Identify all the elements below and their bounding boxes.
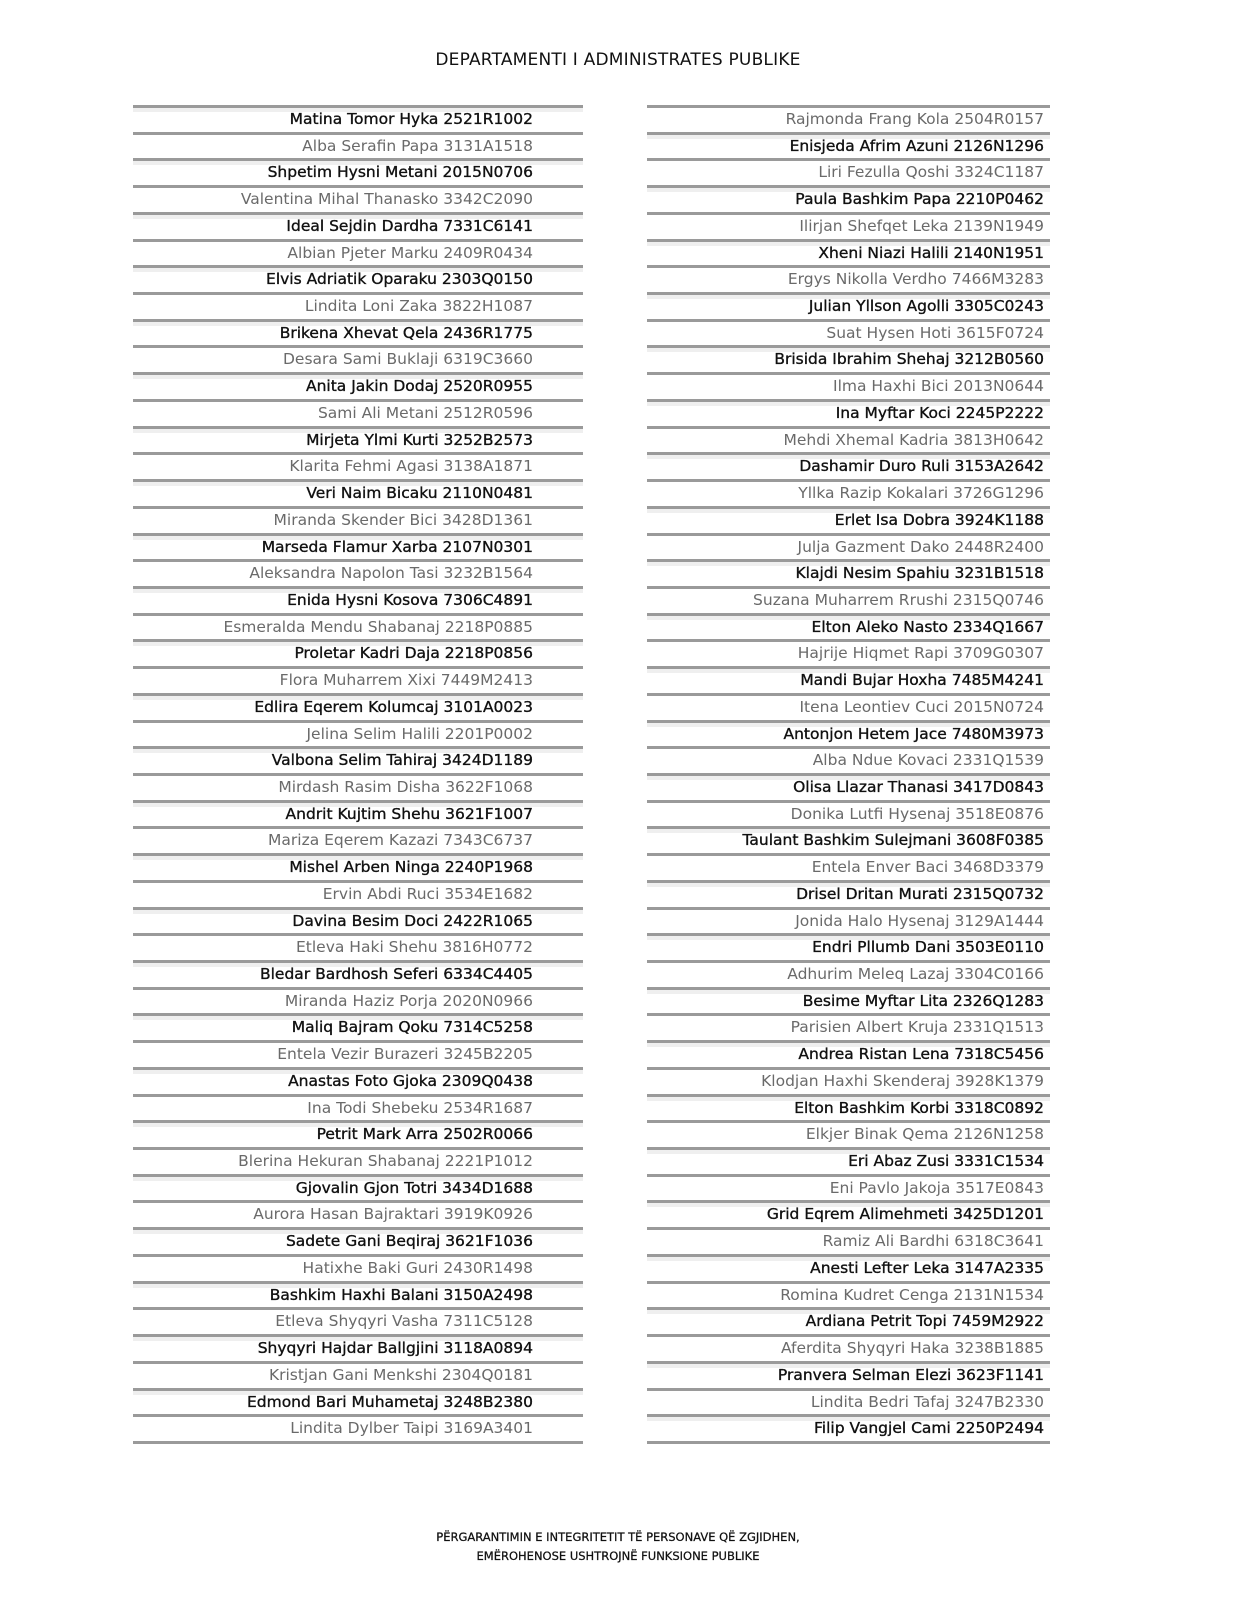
- list-item: Anesti Lefter Leka 3147A2335: [647, 1254, 1050, 1281]
- list-item: Bledar Bardhosh Seferi 6334C4405: [133, 960, 583, 987]
- list-item: Marseda Flamur Xarba 2107N0301: [133, 533, 583, 560]
- list-item: Hatixhe Baki Guri 2430R1498: [133, 1254, 583, 1281]
- list-item: Taulant Bashkim Sulejmani 3608F0385: [647, 826, 1050, 853]
- right-name-column: [647, 105, 1050, 1444]
- list-item: Andrea Ristan Lena 7318C5456: [647, 1040, 1050, 1067]
- list-item: Ilirjan Shefqet Leka 2139N1949: [647, 212, 1050, 239]
- list-item: Brisida Ibrahim Shehaj 3212B0560: [647, 345, 1050, 372]
- list-item: Entela Vezir Burazeri 3245B2205: [133, 1040, 583, 1067]
- list-item: Elvis Adriatik Oparaku 2303Q0150: [133, 265, 583, 292]
- list-item: Ina Todi Shebeku 2534R1687: [133, 1094, 583, 1121]
- list-item: Lindita Loni Zaka 3822H1087: [133, 292, 583, 319]
- list-item: Davina Besim Doci 2422R1065: [133, 907, 583, 934]
- list-item: Liri Fezulla Qoshi 3324C1187: [647, 158, 1050, 185]
- list-item: Edmond Bari Muhametaj 3248B2380: [133, 1388, 583, 1415]
- list-item: Erlet Isa Dobra 3924K1188: [647, 506, 1050, 533]
- list-item: Klarita Fehmi Agasi 3138A1871: [133, 452, 583, 479]
- list-item: Adhurim Meleq Lazaj 3304C0166: [647, 960, 1050, 987]
- list-item: Mishel Arben Ninga 2240P1968: [133, 853, 583, 880]
- list-item: Suzana Muharrem Rrushi 2315Q0746: [647, 586, 1050, 613]
- list-item: Eni Pavlo Jakoja 3517E0843: [647, 1174, 1050, 1201]
- list-item: Shpetim Hysni Metani 2015N0706: [133, 158, 583, 185]
- list-item: Albian Pjeter Marku 2409R0434: [133, 239, 583, 266]
- list-item: Yllka Razip Kokalari 3726G1296: [647, 479, 1050, 506]
- list-item: Ina Myftar Koci 2245P2222: [647, 399, 1050, 426]
- left-name-column: [133, 105, 583, 1444]
- list-item: Elton Bashkim Korbi 3318C0892: [647, 1094, 1050, 1121]
- list-item: Anita Jakin Dodaj 2520R0955: [133, 372, 583, 399]
- list-item: Matina Tomor Hyka 2521R1002: [133, 105, 583, 132]
- list-item: Jonida Halo Hysenaj 3129A1444: [647, 907, 1050, 934]
- list-item: Brikena Xhevat Qela 2436R1775: [133, 319, 583, 346]
- list-item: Grid Eqrem Alimehmeti 3425D1201: [647, 1200, 1050, 1227]
- list-item: Etleva Shyqyri Vasha 7311C5128: [133, 1307, 583, 1334]
- list-item: Edlira Eqerem Kolumcaj 3101A0023: [133, 693, 583, 720]
- list-item: Ramiz Ali Bardhi 6318C3641: [647, 1227, 1050, 1254]
- list-item: Sadete Gani Beqiraj 3621F1036: [133, 1227, 583, 1254]
- list-item: Entela Enver Baci 3468D3379: [647, 853, 1050, 880]
- page-title: DEPARTAMENTI I ADMINISTRATES PUBLIKE: [435, 50, 801, 70]
- column-bottom-rule: [133, 1441, 583, 1444]
- list-item: Donika Lutfi Hysenaj 3518E0876: [647, 800, 1050, 827]
- list-item: Jelina Selim Halili 2201P0002: [133, 720, 583, 747]
- list-item: Aurora Hasan Bajraktari 3919K0926: [133, 1200, 583, 1227]
- list-item: Parisien Albert Kruja 2331Q1513: [647, 1013, 1050, 1040]
- list-item: Pranvera Selman Elezi 3623F1141: [647, 1361, 1050, 1388]
- list-item: Antonjon Hetem Jace 7480M3973: [647, 720, 1050, 747]
- list-item: Julian Yllson Agolli 3305C0243: [647, 292, 1050, 319]
- list-item: Blerina Hekuran Shabanaj 2221P1012: [133, 1147, 583, 1174]
- list-item: Julja Gazment Dako 2448R2400: [647, 533, 1050, 560]
- list-item: Olisa Llazar Thanasi 3417D0843: [647, 773, 1050, 800]
- list-item: Alba Ndue Kovaci 2331Q1539: [647, 746, 1050, 773]
- list-item: Miranda Haziz Porja 2020N0966: [133, 987, 583, 1014]
- list-item: Elton Aleko Nasto 2334Q1667: [647, 613, 1050, 640]
- list-item: Enida Hysni Kosova 7306C4891: [133, 586, 583, 613]
- list-item: Valentina Mihal Thanasko 3342C2090: [133, 185, 583, 212]
- list-item: Drisel Dritan Murati 2315Q0732: [647, 880, 1050, 907]
- list-item: Endri Pllumb Dani 3503E0110: [647, 933, 1050, 960]
- list-item: Mariza Eqerem Kazazi 7343C6737: [133, 826, 583, 853]
- footer-line-1: PËRGARANTIMIN E INTEGRITETIT TË PERSONAVE QË ZGJIDHEN,: [436, 1530, 800, 1544]
- list-item: Besime Myftar Lita 2326Q1283: [647, 987, 1050, 1014]
- list-item: Elkjer Binak Qema 2126N1258: [647, 1120, 1050, 1147]
- list-item: Mandi Bujar Hoxha 7485M4241: [647, 666, 1050, 693]
- list-item: Alba Serafin Papa 3131A1518: [133, 132, 583, 159]
- list-item: Romina Kudret Cenga 2131N1534: [647, 1281, 1050, 1308]
- list-item: Dashamir Duro Ruli 3153A2642: [647, 452, 1050, 479]
- list-item: Ergys Nikolla Verdho 7466M3283: [647, 265, 1050, 292]
- list-item: Aleksandra Napolon Tasi 3232B1564: [133, 559, 583, 586]
- list-item: Ervin Abdi Ruci 3534E1682: [133, 880, 583, 907]
- list-item: Proletar Kadri Daja 2218P0856: [133, 639, 583, 666]
- list-item: Veri Naim Bicaku 2110N0481: [133, 479, 583, 506]
- list-item: Etleva Haki Shehu 3816H0772: [133, 933, 583, 960]
- list-item: Maliq Bajram Qoku 7314C5258: [133, 1013, 583, 1040]
- list-item: Andrit Kujtim Shehu 3621F1007: [133, 800, 583, 827]
- list-item: Filip Vangjel Cami 2250P2494: [647, 1414, 1050, 1441]
- list-item: Ardiana Petrit Topi 7459M2922: [647, 1307, 1050, 1334]
- list-item: Desara Sami Buklaji 6319C3660: [133, 345, 583, 372]
- list-item: Rajmonda Frang Kola 2504R0157: [647, 105, 1050, 132]
- list-item: Paula Bashkim Papa 2210P0462: [647, 185, 1050, 212]
- list-item: Ideal Sejdin Dardha 7331C6141: [133, 212, 583, 239]
- list-item: Anastas Foto Gjoka 2309Q0438: [133, 1067, 583, 1094]
- list-item: Lindita Dylber Taipi 3169A3401: [133, 1414, 583, 1441]
- list-item: Valbona Selim Tahiraj 3424D1189: [133, 746, 583, 773]
- list-item: Klajdi Nesim Spahiu 3231B1518: [647, 559, 1050, 586]
- list-item: Mirdash Rasim Disha 3622F1068: [133, 773, 583, 800]
- column-bottom-rule: [647, 1441, 1050, 1444]
- list-item: Esmeralda Mendu Shabanaj 2218P0885: [133, 613, 583, 640]
- list-item: Aferdita Shyqyri Haka 3238B1885: [647, 1334, 1050, 1361]
- list-item: Sami Ali Metani 2512R0596: [133, 399, 583, 426]
- list-item: Shyqyri Hajdar Ballgjini 3118A0894: [133, 1334, 583, 1361]
- list-item: Petrit Mark Arra 2502R0066: [133, 1120, 583, 1147]
- list-item: Hajrije Hiqmet Rapi 3709G0307: [647, 639, 1050, 666]
- list-item: Klodjan Haxhi Skenderaj 3928K1379: [647, 1067, 1050, 1094]
- list-item: Gjovalin Gjon Totri 3434D1688: [133, 1174, 583, 1201]
- list-item: Suat Hysen Hoti 3615F0724: [647, 319, 1050, 346]
- list-item: Eri Abaz Zusi 3331C1534: [647, 1147, 1050, 1174]
- list-item: Lindita Bedri Tafaj 3247B2330: [647, 1388, 1050, 1415]
- list-item: Kristjan Gani Menkshi 2304Q0181: [133, 1361, 583, 1388]
- list-item: Enisjeda Afrim Azuni 2126N1296: [647, 132, 1050, 159]
- list-item: Xheni Niazi Halili 2140N1951: [647, 239, 1050, 266]
- page-footer: [0, 1528, 1236, 1566]
- list-item: Mehdi Xhemal Kadria 3813H0642: [647, 426, 1050, 453]
- list-item: Flora Muharrem Xixi 7449M2413: [133, 666, 583, 693]
- list-item: Ilma Haxhi Bici 2013N0644: [647, 372, 1050, 399]
- list-item: Bashkim Haxhi Balani 3150A2498: [133, 1281, 583, 1308]
- footer-line-2: EMËROHENOSE USHTROJNË FUNKSIONE PUBLIKE: [476, 1549, 760, 1563]
- list-item: Itena Leontiev Cuci 2015N0724: [647, 693, 1050, 720]
- list-item: Mirjeta Ylmi Kurti 3252B2573: [133, 426, 583, 453]
- list-item: Miranda Skender Bici 3428D1361: [133, 506, 583, 533]
